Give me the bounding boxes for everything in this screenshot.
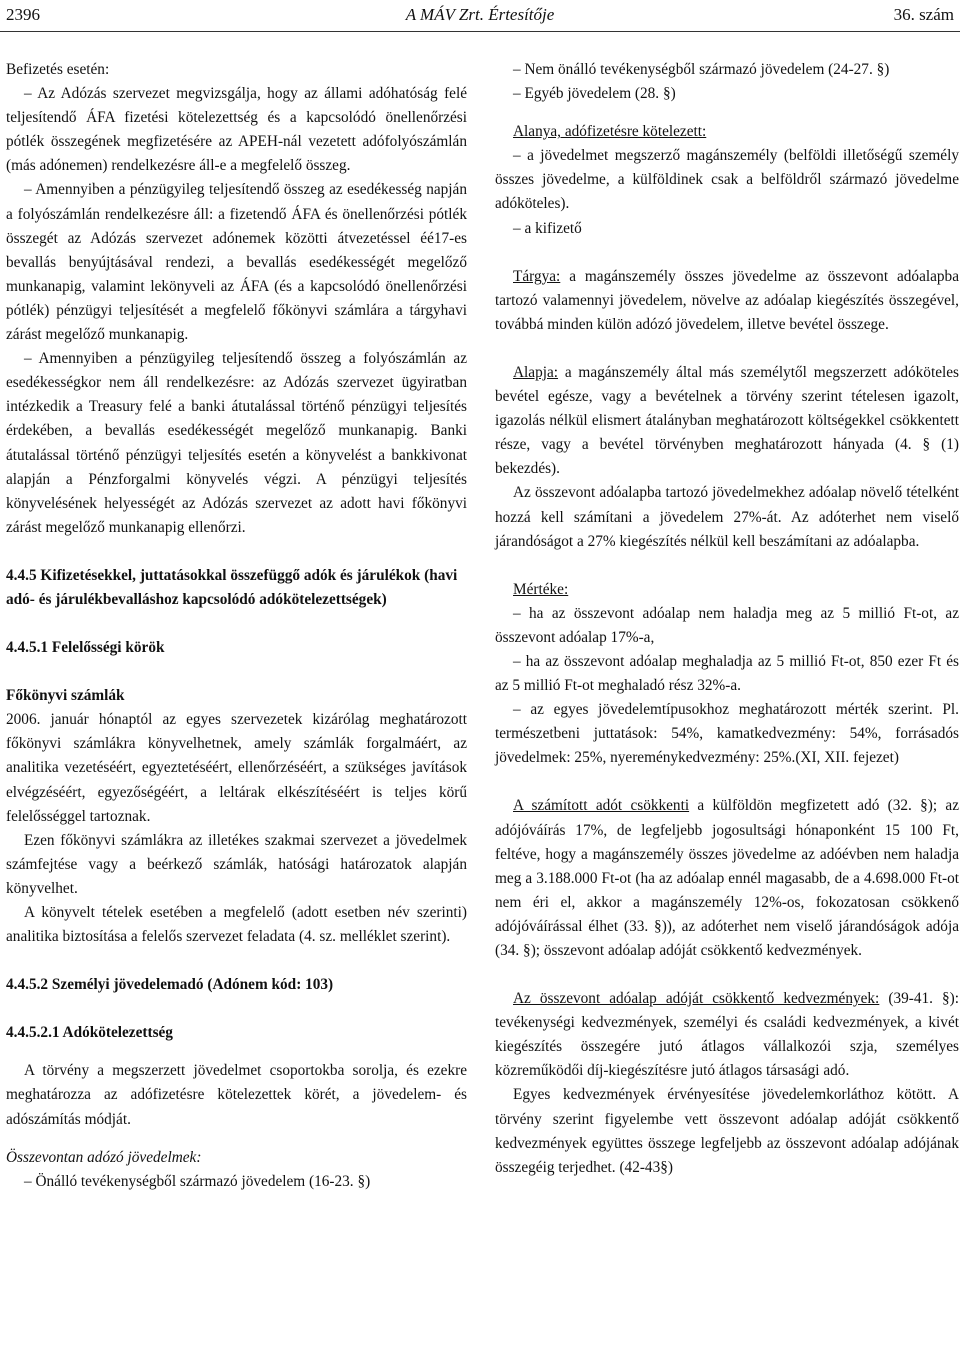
paragraph bbox=[495, 987, 959, 1083]
paragraph: – Amennyiben a pénzügyileg teljesítendő összeg a folyószámlán az esedékességkor nem áll rendelkezésre: az Adózás szervezet ügyiratban intézkedik a Treasury felé a banki átutalással történő pénzügyi teljesítés érdekében, a bevallás esedékességét megelőző munkanapig. Banki átutalással történő pénzügyi teljesítés esetén a könyvelést a bankkivonat alapján a Pénzforgalmi könyvelés végzi. A pénzügyi teljesítés könyvelésének helyességét az Adózás szervezet az adott havi főkönyvi zárást megelőző munkanapig ellenőrzi. bbox=[6, 350, 467, 536]
page-number: 2396 bbox=[6, 5, 40, 24]
section-heading-4-4-5-1: 4.4.5.1 Felelősségi körök bbox=[6, 639, 165, 657]
spacer bbox=[495, 337, 959, 361]
left-column bbox=[6, 58, 467, 1194]
subheading-ledger-accounts: Főkönyvi számlák bbox=[6, 687, 125, 705]
paragraph: – ha az összevont adóalap nem haladja meg az 5 millió Ft-ot, az összevont adóalap 17%-a, bbox=[495, 604, 959, 646]
spacer bbox=[495, 963, 959, 987]
paragraph-italic-label: Összevontan adózó jövedelmek: bbox=[6, 1148, 202, 1166]
paragraph bbox=[495, 794, 959, 963]
paragraph: – Egyéb jövedelem (28. §) bbox=[513, 85, 676, 103]
paragraph-text: a magánszemély összes jövedelme az összevont adóalapba tartozó valamennyi jövedelem, növelve az adóalap kiegészítés összegével, továbbá minden külön adózó jövedelem, illetve bevétel összege. bbox=[495, 267, 959, 333]
paragraph: Az összevont adóalapba tartozó jövedelmekhez adóalap növelő tételként hozzá kell számítani a jövedelem 27%-át. Az adóterhet nem viselő járandóságot a 27% kiegészítés nélkül kell beszámítani az adóalapba. bbox=[495, 484, 959, 550]
journal-title: A MÁV Zrt. Értesítője bbox=[405, 5, 555, 24]
spacer bbox=[6, 660, 467, 684]
underlined-label: Az összevont adóalap adóját csökkentő kedvezmények: bbox=[513, 990, 880, 1008]
paragraph-underlined-label bbox=[495, 120, 959, 144]
paragraph: 2006. január hónaptól az egyes szervezetek kizárólag meghatározott főkönyvi számlákra könyvelhetnek, amely számlák forgalmáért, az analitika vezetéséért, egyeztetéséért, ellenőrzéséért, a szükséges javítások elvégzéséért, egyezőségéért, a leltárak elkészítéséért is teljes körű felelősséggel tartoznak. bbox=[6, 711, 467, 825]
issue-number: 36. szám bbox=[893, 5, 954, 24]
paragraph bbox=[495, 361, 959, 481]
spacer bbox=[6, 949, 467, 973]
spacer bbox=[6, 1132, 467, 1146]
spacer bbox=[6, 1045, 467, 1059]
paragraph: – Önálló tevékenységből származó jövedelem (16-23. §) bbox=[24, 1172, 371, 1190]
underlined-label: Tárgya: bbox=[513, 267, 561, 285]
paragraph-payment-heading: Befizetés esetén: bbox=[6, 61, 110, 78]
paragraph bbox=[495, 265, 959, 337]
paragraph: – Amennyiben a pénzügyileg teljesítendő összeg az esedékesség napján a folyószámlán rendelkezésre áll: a fizetendő ÁFA és önellenőrzési pótlék összegét az Adózás szervezet adónemek közötti átvezetéssel éé17-es bevallás benyújtásával rendezi, a bevallás esedékességét megelőző munkanapig, valamint lekönyveli az ÁFA (és a kapcsolódó önellenőrzési pótlék) pénzügyi teljesítését a megfelelő főkönyvi számlára a tárgyhavi zárást megelőző munkanapig. bbox=[6, 181, 467, 344]
paragraph: – az egyes jövedelemtípusokhoz meghatározott mérték szerint. Pl. természetbeni juttatások: 54%, kamatkedvezmény: 54%, forrásadós jövedelmek: 25%, nyereménykedvezmény: 25%.(XI, XII. fejezet) bbox=[495, 701, 959, 767]
paragraph: A könyvelt tételek esetében a megfelelő (adott esetben név szerinti) analitika biztosítása a felelős szervezet feladata (4. sz. melléklet szerint). bbox=[6, 904, 467, 946]
spacer bbox=[495, 554, 959, 578]
spacer bbox=[495, 770, 959, 794]
underlined-label: Alapja: bbox=[513, 363, 559, 381]
section-heading-4-4-5: 4.4.5 Kifizetésekkel, juttatásokkal összefüggő adók és járulékok (havi adó- és járulékbevalláshoz kapcsolódó adókötelezettségek) bbox=[6, 566, 458, 608]
paragraph: – a kifizető bbox=[513, 219, 582, 237]
header-rule bbox=[0, 31, 960, 32]
paragraph-text: a külföldön megfizetett adó (32. §); az adójóváírás 17%, de legfeljebb jogosultsági hónaponként 15 100 Ft, feltéve, hogy a magánszemély összes jövedelme az adóévben nem haladja meg a 3.188.000 Ft-ot (ha az adóalap ennél magasabb, de a 4.698.000 Ft-ot nem éri el, akkor a magánszemély 12%-os, fokozatosan csökkenő adójóváírással élhet (33. §)), az adóterhet nem viselő járandóságok adója (34. §); összevont adóalap adóját csökkentő kedvezmények. bbox=[495, 797, 960, 959]
underlined-label: A számított adót csökkenti bbox=[513, 797, 690, 815]
paragraph-text: a magánszemély által más személytől megszerzett adóköteles bevétel egésze, vagy a bevételnek a törvény szerint tételesen igazolt, igazolás nélkül elismert átalányban meghatározott költségekkel csökkentett része, vagy a bevétel törvényben meghatározott hányada (4. § (1) bekezdés). bbox=[495, 363, 959, 478]
paragraph-underlined-label bbox=[495, 578, 959, 602]
spacer bbox=[6, 540, 467, 564]
underlined-label: Alanya, adófizetésre kötelezett: bbox=[513, 123, 707, 141]
paragraph: – a jövedelmet megszerző magánszemély (belföldi illetőségű személy összes jövedelme, a külföldinek csak a belföldről származó jövedelme adóköteles). bbox=[495, 147, 959, 213]
spacer bbox=[495, 241, 959, 265]
spacer bbox=[6, 997, 467, 1021]
paragraph-text: (39-41. §): tevékenységi kedvezmények, személyi és családi kedvezmények, a kivét kiegészítés összegére jutó átlagos vállalkozói szja, személyes közreműködői díj-kiegészítésre jutó átlagos társasági adó. bbox=[495, 990, 959, 1080]
right-column bbox=[495, 58, 959, 1180]
paragraph: – ha az összevont adóalap meghaladja az 5 millió Ft-ot, 850 ezer Ft és az 5 millió Ft-ot meghaladó rész 32%-a. bbox=[495, 652, 959, 695]
spacer bbox=[6, 612, 467, 636]
paragraph: – Nem önálló tevékenységből származó jövedelem (24-27. §) bbox=[513, 61, 890, 78]
section-heading-4-4-5-2-1: 4.4.5.2.1 Adókötelezettség bbox=[6, 1024, 173, 1042]
underlined-label: Mértéke: bbox=[513, 580, 569, 598]
spacer bbox=[495, 106, 959, 120]
paragraph: A törvény a megszerzett jövedelmet csoportokba sorolja, és ezekre meghatározza az adófizetésre kötelezettek körét, a jövedelem- és adószámítás módját. bbox=[6, 1062, 467, 1128]
running-header bbox=[0, 0, 960, 36]
paragraph: Egyes kedvezmények érvényesítése jövedelemkorláthoz kötött. A törvény szerint figyelembe vett összevont adóalap adóját csökkentő kedvezmények együttes összege legfeljebb az összevont adóalap adójának összegéig terjedhet. (42-43§) bbox=[495, 1086, 959, 1176]
paragraph: – Az Adózás szervezet megvizsgálja, hogy az állami adóhatóság felé teljesítendő ÁFA fizetési kötelezettség és a kapcsolódó önellenőrzési pótlék összegének megfizetésére az APEH-nál vezetett adófolyószámlán (más adónemen) rendelkezésre áll-e a megfelelő összeg. bbox=[6, 85, 467, 175]
section-heading-4-4-5-2: 4.4.5.2 Személyi jövedelemadó (Adónem kód: 103) bbox=[6, 976, 334, 994]
paragraph: Ezen főkönyvi számlákra az illetékes szakmai szervezet a jövedelmek számfejtése vagy a beérkező számlák, hatósági határozatok alapján könyvelhet. bbox=[6, 831, 467, 897]
